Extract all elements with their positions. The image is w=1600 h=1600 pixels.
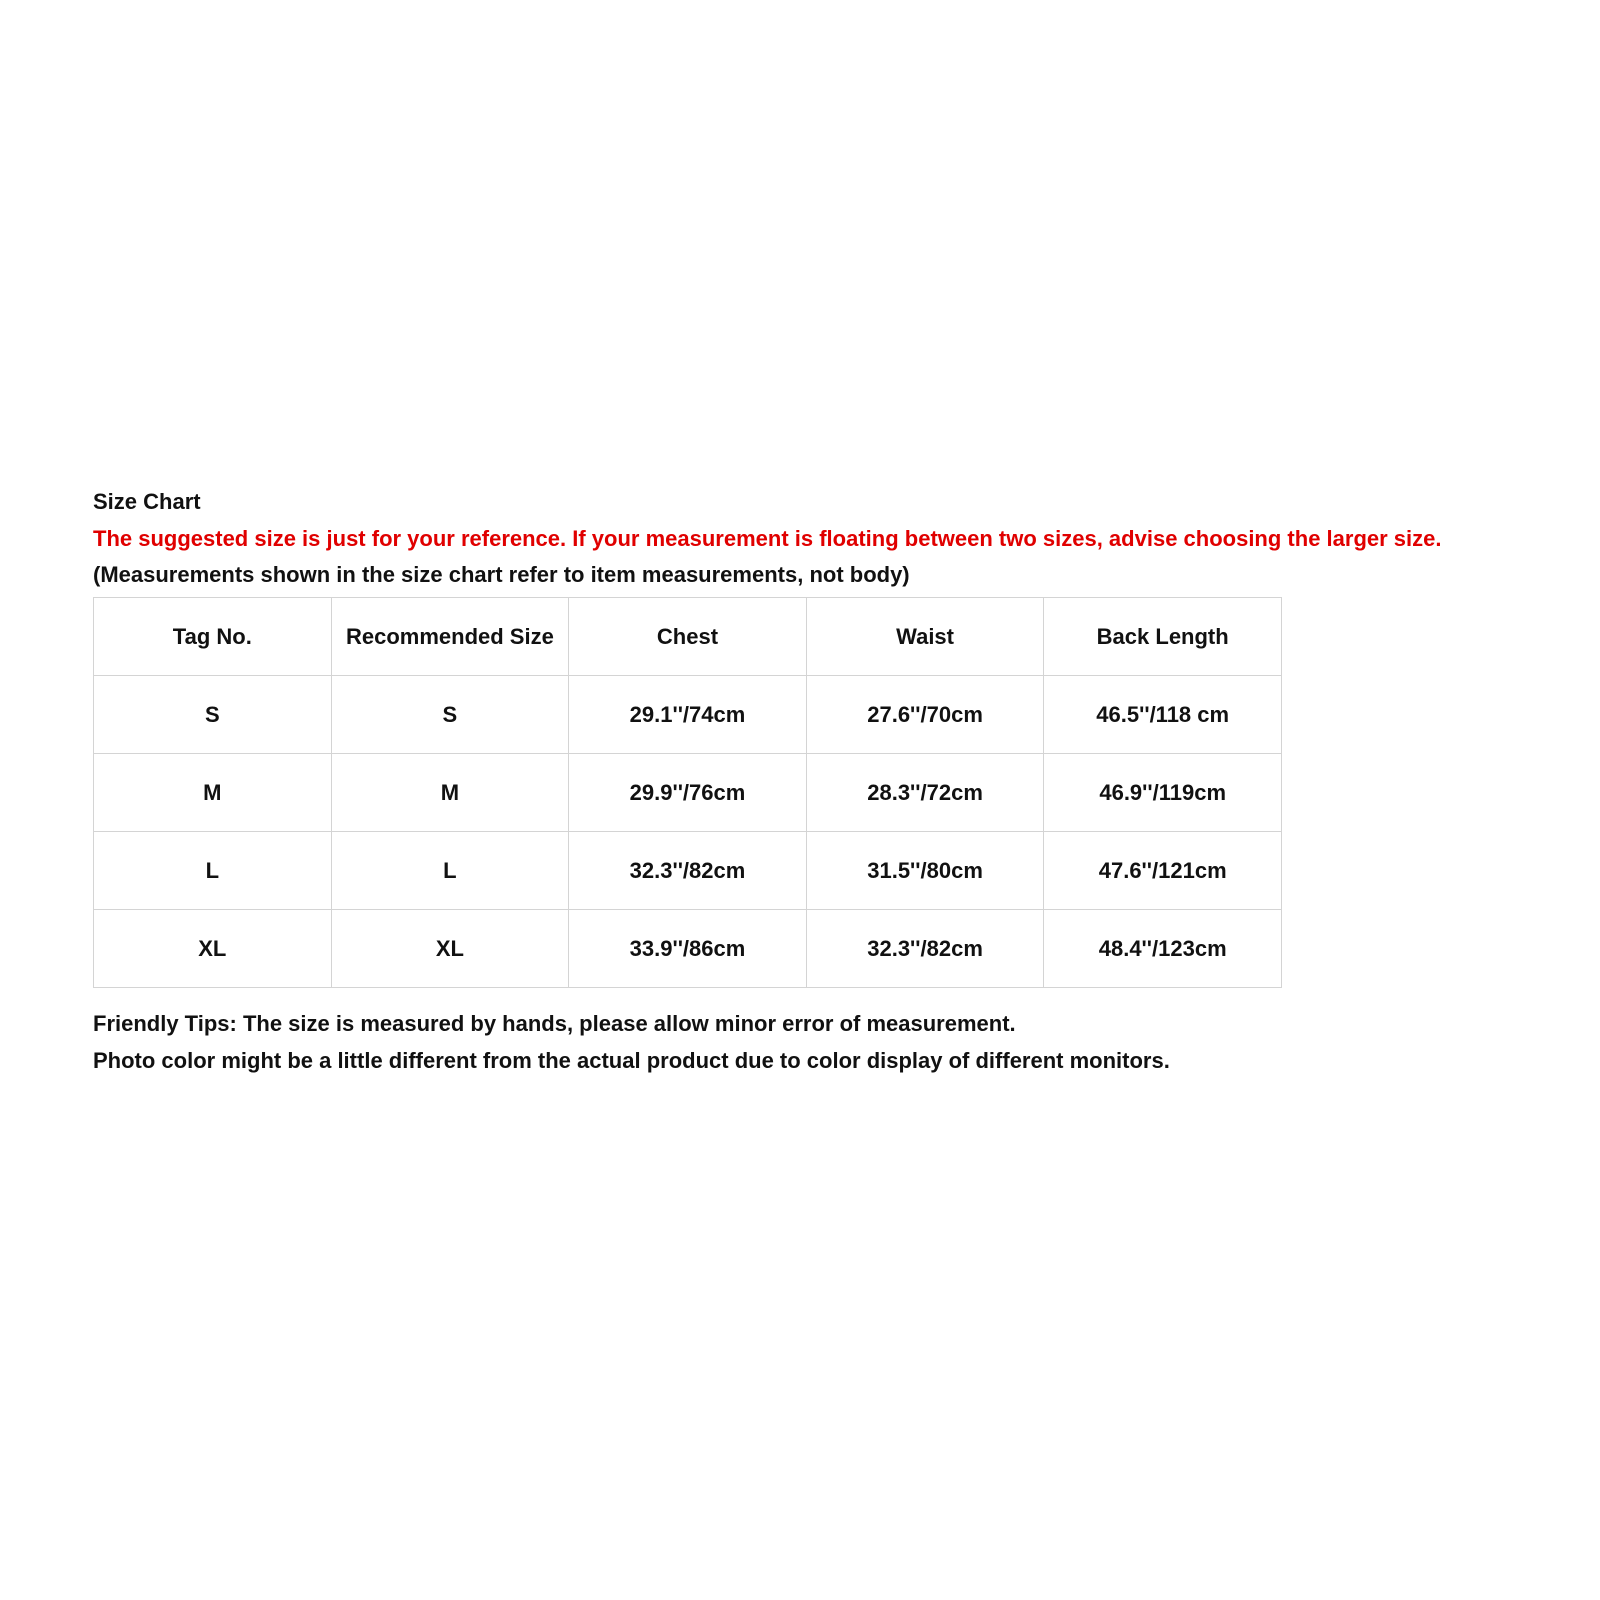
table-cell: XL (94, 910, 332, 988)
table-cell: 32.3''/82cm (569, 832, 807, 910)
table-cell: 33.9''/86cm (569, 910, 807, 988)
table-cell: 46.5''/118 cm (1044, 676, 1282, 754)
table-cell: S (331, 676, 569, 754)
column-header-waist: Waist (806, 598, 1044, 676)
page-title: Size Chart (93, 489, 201, 514)
friendly-tip: Friendly Tips: The size is measured by hands, please allow minor error of measurement. (93, 1011, 1016, 1036)
table-header-row (94, 598, 1282, 676)
table-cell: 48.4''/123cm (1044, 910, 1282, 988)
measurement-note: (Measurements shown in the size chart refer to item measurements, not body) (93, 562, 910, 587)
table-cell: 28.3''/72cm (806, 754, 1044, 832)
table-cell: XL (331, 910, 569, 988)
table-row (94, 832, 1282, 910)
table-cell: M (94, 754, 332, 832)
table-cell: 29.1''/74cm (569, 676, 807, 754)
column-header-tag-no: Tag No. (94, 598, 332, 676)
column-header-recommended-size: Recommended Size (331, 598, 569, 676)
table-cell: L (94, 832, 332, 910)
table-row (94, 676, 1282, 754)
column-header-chest: Chest (569, 598, 807, 676)
size-table (93, 597, 1282, 988)
table-cell: M (331, 754, 569, 832)
table-cell: 47.6''/121cm (1044, 832, 1282, 910)
table-cell: 31.5''/80cm (806, 832, 1044, 910)
table-row (94, 910, 1282, 988)
table-row (94, 754, 1282, 832)
table-cell: L (331, 832, 569, 910)
column-header-back-length: Back Length (1044, 598, 1282, 676)
table-cell: 46.9''/119cm (1044, 754, 1282, 832)
table-cell: 27.6''/70cm (806, 676, 1044, 754)
size-notice: The suggested size is just for your reference. If your measurement is floating between two sizes, advise choosing the larger size. (93, 526, 1442, 551)
size-chart-section (93, 489, 1533, 1084)
table-cell: 29.9''/76cm (569, 754, 807, 832)
table-cell: 32.3''/82cm (806, 910, 1044, 988)
table-cell: S (94, 676, 332, 754)
color-disclaimer: Photo color might be a little different from the actual product due to color display of different monitors. (93, 1048, 1170, 1073)
